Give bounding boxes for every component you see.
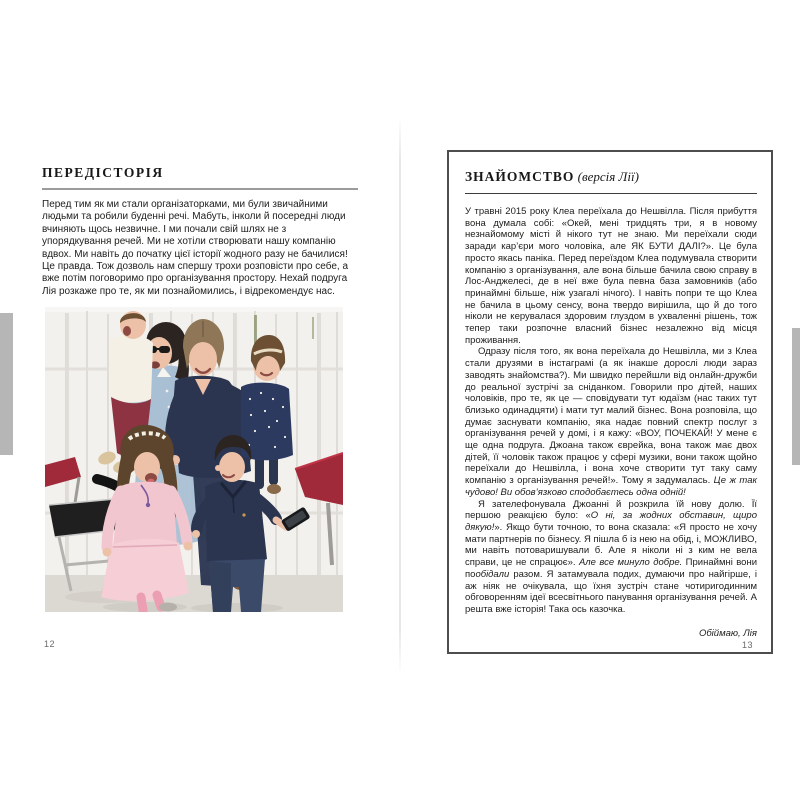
right-page xyxy=(447,150,773,654)
box-heading-rule xyxy=(465,193,757,194)
right-edge-tab xyxy=(792,328,800,465)
section-heading-main: ЗНАЙОМСТВО xyxy=(465,169,575,184)
section-heading-suffix: (версія Лії) xyxy=(574,169,639,184)
ground xyxy=(45,575,343,612)
family-photo xyxy=(45,307,343,612)
signoff: Обіймаю, Лія xyxy=(698,627,757,639)
page-number-right: 13 xyxy=(741,640,753,650)
intro-paragraph: Перед тим як ми стали організаторками, ми були звичайними людьми та робили буденні речі. Мабуть, інколи й посередні люди вчиняють щось незвичне. І ми почали свій шлях не з упорядкування речей. Ми не хотіли створювати нашу компанію вдвох. Ми навіть до початку цієї історії жодного разу не бачилися! Це правда. Тож дозволь нам спершу трохи розповісти про себе, а вже потім поговоримо про організування простору. Нехай подруга Лія розкаже про те, як ми познайомились, і відрекомендує нас. xyxy=(42,199,349,297)
chapter-heading: ПЕРЕДІСТОРІЯ xyxy=(42,165,164,180)
left-page xyxy=(42,165,358,649)
heading-rule xyxy=(42,188,358,190)
letter-paragraph-1: У травні 2015 року Клеа переїхала до Нешвілла. Після прибуття вона думала собі: «Окей, мені тридцять три, я в новому незнайомому місті й нікого тут не знаю. Ми переїхали сюди заради кар’єри мого чоловіка, але ЯК БУТИ ДАЛІ?». Це була просто якась паніка. Перед переїздом Клеа подумувала створити компанію з організування, але вона більше бачила свою справу в Лос-Анджелесі, де в неї вже була певна база замовників (або принаймні більше, ніж узагалі нічого). І навіть попри те що Клеа не бачила в цьому сенсу, вона твердо вирішила, що й до того ніколи не керувалася здоровим глуздом в ухваленні рішень, тож тепер таки розпочне власний бізнес незалежно від місця проживання. xyxy=(465,206,757,346)
letter-box xyxy=(447,150,773,654)
letter-paragraph-3: Я зателефонувала Джоанні й розкрила їй нову долю. Її першою реакцією було: «О ні, за жодних обставин, щиро дякую!». Якщо бути точною, то вона сказала: «Я просто не хочу мати партнерів по бізнесу. Я пішла б із нею на обід, і, МОЖЛИВО, ми навіть потоваришували б. Але я ніколи ні з ким не вела справи, це не спрацює». Але все минуло добре. Принаймні вони пообідали разом. Я затамувала подих, думаючи про найгірше, і аж ніяк не очікувала, що їхня зустріч стане чотиригодинним обговоренням ідеї всесвітнього панування організування речей. А решта вже історія! Така ось казочка. xyxy=(465,498,757,615)
page-number-left: 12 xyxy=(44,639,56,649)
section-heading xyxy=(465,169,757,185)
left-edge-tab xyxy=(0,313,13,455)
letter-body xyxy=(465,206,757,639)
letter-paragraph-2: Одразу після того, як вона переїхала до Нешвілла, ми з Клеа стали друзями в інстаграмі (а як інакше дорослі люди зараз заводять знайомства?). Ми швидко перейшли від онлайн-дружби до реальної зустрічі за сніданком. Говорили про дітей, наших чоловіків, про те, як це — сповідувати тут юдаїзм (нас таких тут близько одинадцяти) і мати тут малий бізнес. Вона розповіла, що думає заснувати компанію, яка надає повний спектр послуг з організування речей у домі, і я кажу: «ВОУ, ПОЧЕКАЙ! У мене є ще одна подруга. Джоана також єврейка, вона також має двох дітей, її чоловік також працює у сфері музики, вони також щойно переїхали до Нешвілла, і вона хоче створити тут таку саму компанію з організування речей!». Тому я задумалась. Це ж так чудово! Ви обов’язково сподобаєтесь одна одній! xyxy=(465,346,757,498)
page-gutter xyxy=(399,115,401,675)
